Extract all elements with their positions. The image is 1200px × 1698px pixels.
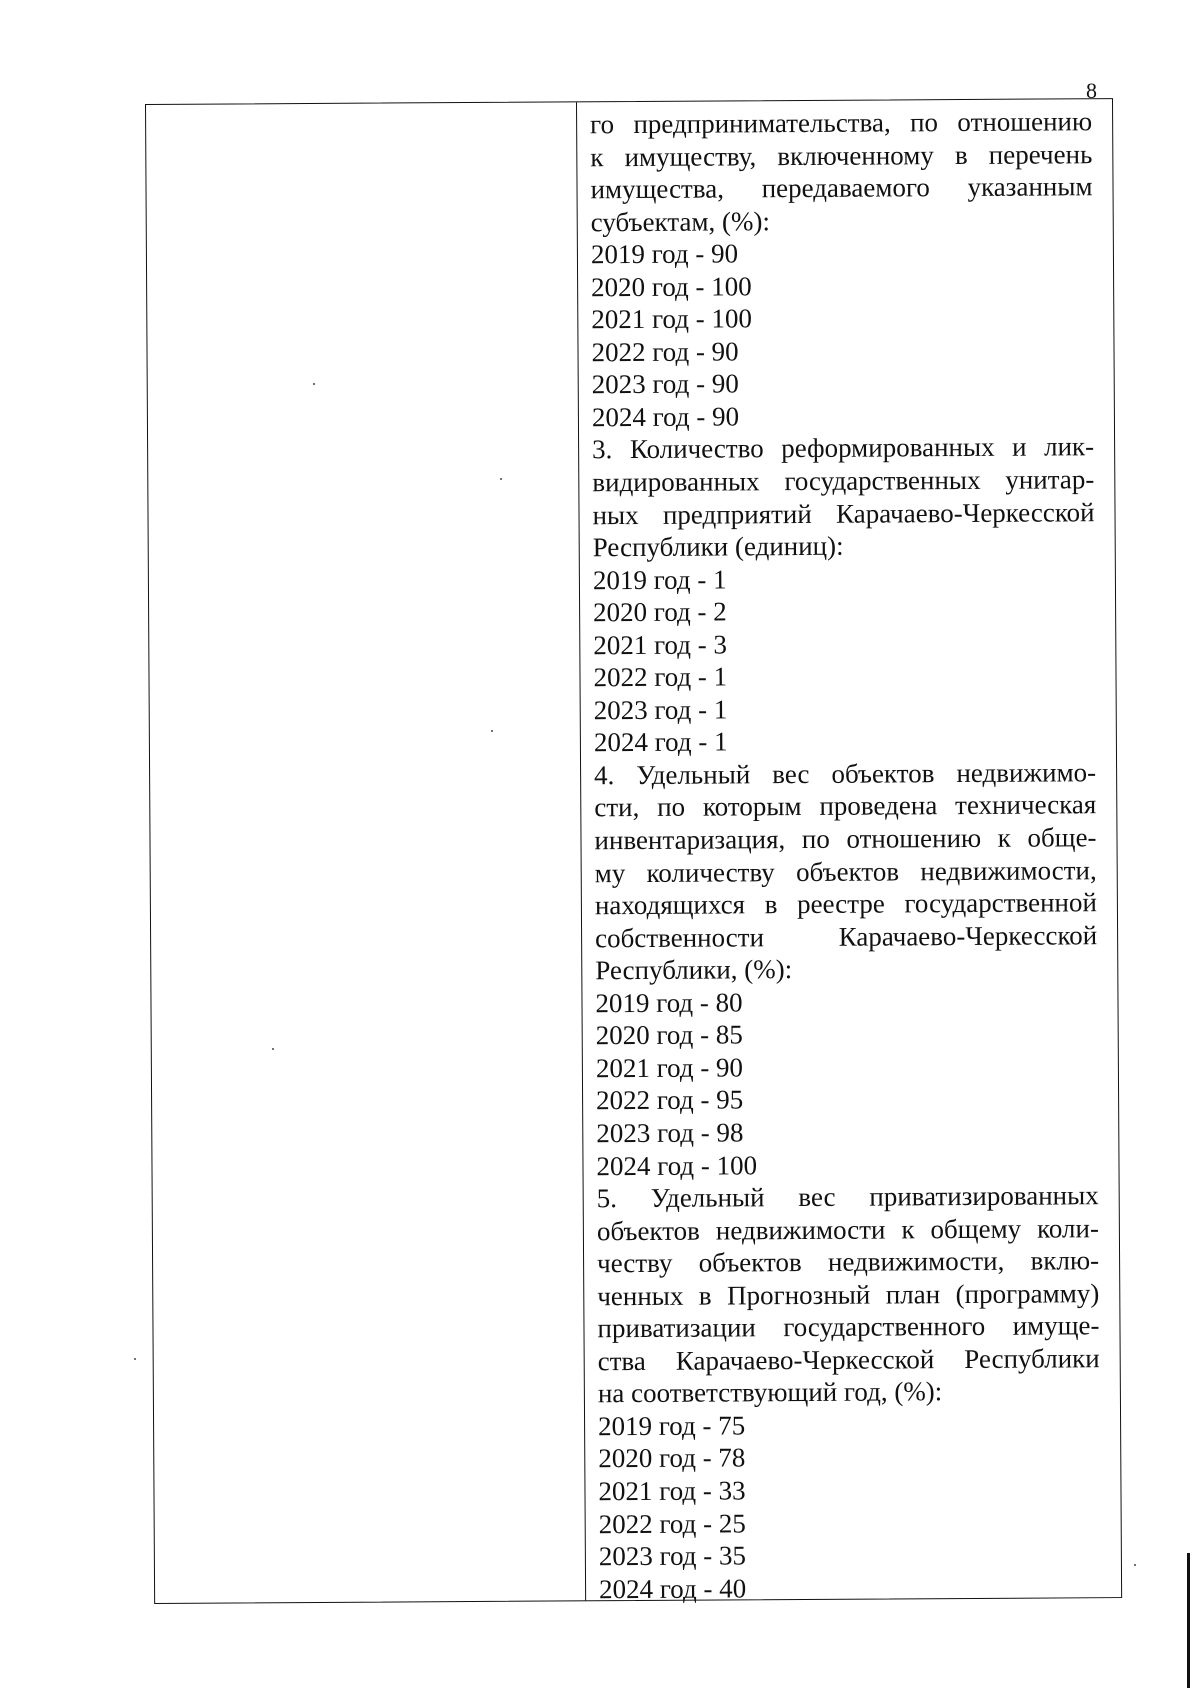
text-line: 3. Количество реформированных и лик- [592, 431, 1095, 465]
text-line: находящихся в реестре государственной [594, 887, 1097, 921]
scan-margin-mark [1187, 1553, 1190, 1688]
text-line: 2023 год - 1 [593, 694, 728, 726]
table-left-cell [146, 102, 586, 1603]
scan-speck [313, 383, 315, 385]
text-line: Республики, (%): [595, 954, 793, 986]
text-line: 2023 год - 35 [598, 1540, 747, 1572]
text-line: го предпринимательства, по отношению [590, 106, 1093, 140]
text-line: 2022 год - 1 [593, 661, 728, 693]
table-right-cell [578, 105, 1113, 1604]
text-line: инвентаризация, по отношению к обще- [594, 822, 1097, 856]
scan-speck [500, 478, 502, 480]
text-line: 2019 год - 80 [595, 987, 743, 1019]
text-line: имущества, передаваемого указанным [590, 171, 1093, 205]
text-line: ства Карачаево-Черкесской Республики [597, 1342, 1100, 1377]
text-line: му количеству объектов недвижимости, [594, 854, 1097, 888]
text-line: сти, по которым проведена техническая [594, 789, 1097, 823]
text-line: к имуществу, включенному в перечень [590, 138, 1093, 172]
text-line: 2022 год - 90 [591, 336, 739, 368]
text-line: 2022 год - 95 [596, 1084, 744, 1116]
indicator-table [145, 98, 1122, 1604]
text-line: ных предприятий Карачаево-Черкесской [592, 496, 1095, 530]
text-line: 2021 год - 100 [591, 303, 753, 335]
text-line: 2019 год - 90 [590, 238, 739, 270]
text-line: 4. Удельный вес объектов недвижимо- [594, 757, 1097, 791]
text-line: 2024 год - 100 [596, 1149, 758, 1181]
text-line: ченных в Прогнозный план (программу) [597, 1277, 1100, 1311]
text-line: 2022 год - 25 [598, 1507, 746, 1539]
text-line: 2019 год - 1 [592, 564, 727, 595]
text-line: 2021 год - 33 [598, 1475, 746, 1507]
text-line: приватизации государственного имуще- [597, 1310, 1100, 1344]
text-line: 2023 год - 98 [596, 1117, 744, 1149]
text-line: 2021 год - 90 [595, 1052, 744, 1084]
text-line: на соответствующий год, (%): [597, 1376, 943, 1409]
text-line: 2020 год - 85 [595, 1019, 743, 1051]
text-line: 2023 год - 90 [591, 368, 739, 400]
text-line: Республики (единиц): [592, 530, 844, 563]
text-line: 2024 год - 40 [598, 1572, 747, 1604]
text-line: честву объектов недвижимости, вклю- [596, 1245, 1100, 1279]
text-line: 2024 год - 1 [593, 726, 728, 758]
scan-speck [1134, 1564, 1136, 1566]
text-line: видированных государственных унитар- [592, 464, 1095, 498]
scan-speck [491, 730, 493, 732]
text-line: 2019 год - 75 [597, 1410, 746, 1442]
page-number: 8 [1086, 78, 1097, 103]
scan-speck [272, 1048, 274, 1050]
text-line: 2024 год - 90 [591, 401, 740, 433]
text-line: 2020 год - 100 [591, 271, 752, 303]
scan-speck [134, 1358, 136, 1360]
text-line: собственности Карачаево-Черкесской [595, 919, 1098, 953]
text-line: объектов недвижимости к общему коли- [596, 1212, 1099, 1246]
text-line: 5. Удельный вес приватизированных [596, 1180, 1099, 1214]
text-line: 2020 год - 2 [593, 596, 727, 628]
text-line: 2020 год - 78 [598, 1442, 746, 1474]
text-line: 2021 год - 3 [593, 629, 728, 661]
text-line: субъектам, (%): [590, 205, 771, 237]
